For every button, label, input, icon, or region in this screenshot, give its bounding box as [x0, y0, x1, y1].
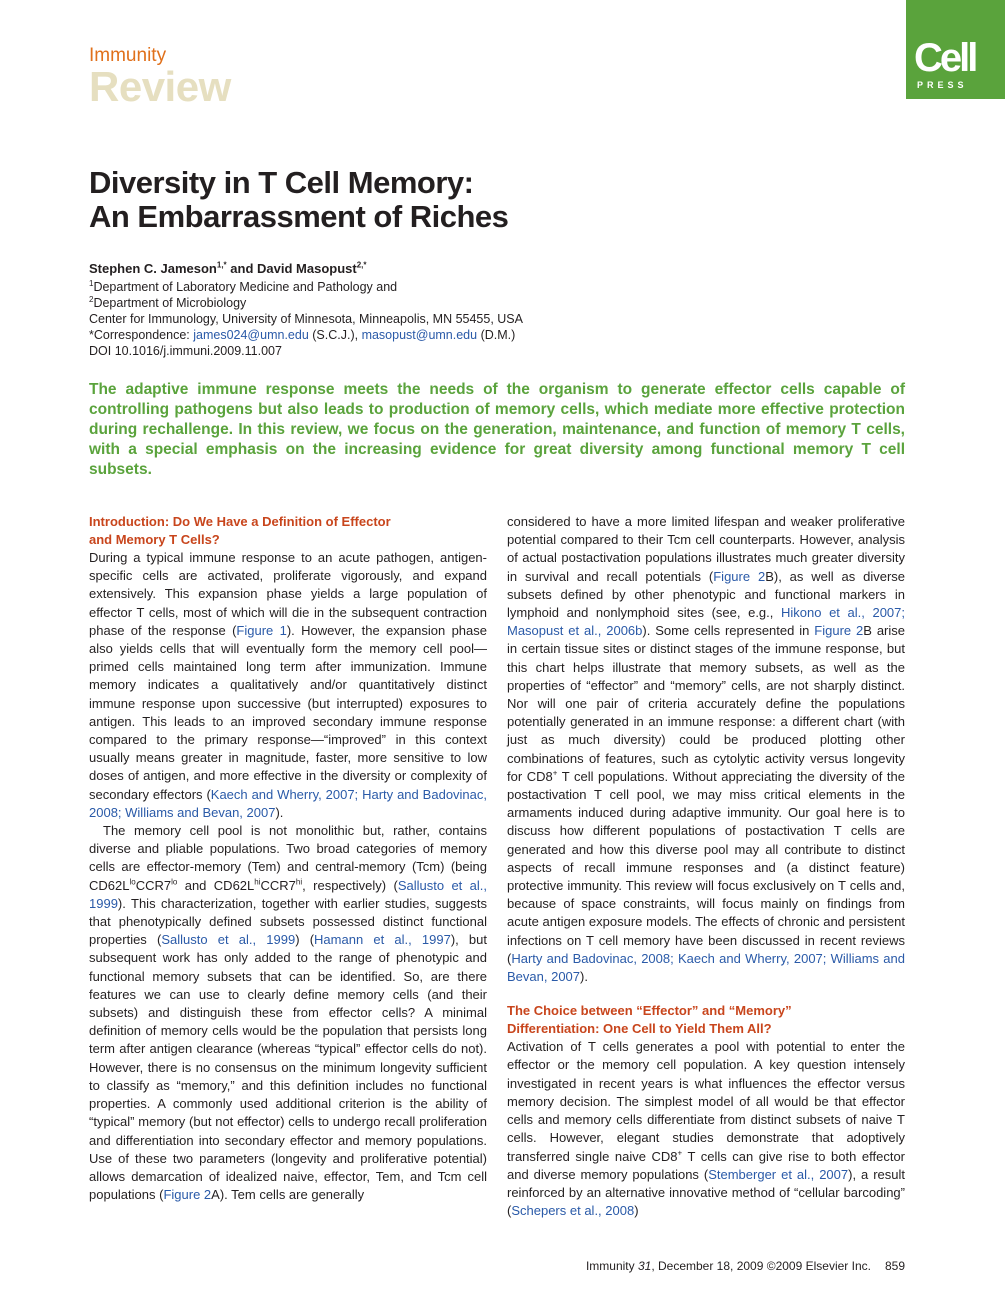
author-2-affil: 2,* — [356, 260, 367, 270]
doi: DOI 10.1016/j.immuni.2009.11.007 — [89, 344, 282, 358]
superscript: + — [552, 768, 558, 778]
figure-link[interactable]: Figure 2 — [814, 623, 864, 639]
text-run: T cell populations. Without appreciating the diversity of the postactivation T cell pool, we may miss critical elements in the armaments induced during adaptive immunity. Our goal here is to discuss how different populations of postactivation T cells are generated and how this diverse pool may all contribute to distinct aspects of recall immune responses and (a distinct feature) protective immunity. This review will focus exclusively on T cells and, because of space constraints, will focus mainly on findings from acute antigen exposure models. The effects of chronic and persistent infections on T cell memory have been discussed in recent reviews ( — [507, 768, 905, 966]
heading-1-line-1: Introduction: Do We Have a Definition of Effector — [89, 514, 391, 529]
text-run: ). However, the expansion phase also yields cells that will eventually form the memory cell pool—primed cells maintained long term after immunization. Immune memory indicates a qualitatively and/or quantitatively distinct immune response upon successive (but interrupted) exposures to antigen. This leads to an improved secondary immune response compared to the primary response—“improved” in this context usually means greater in magnitude, faster, more sensitive to low doses of antigen, and more effective in the diversity or complexity of secondary effectors ( — [89, 622, 487, 802]
affiliation-1 — [89, 279, 397, 295]
superscript: hi — [295, 877, 303, 887]
citation-link[interactable]: Sallusto et al., 1999 — [89, 877, 487, 911]
abstract: The adaptive immune response meets the needs of the organism to generate effector cells capable of controlling pathogens but also leads to production of memory cells, which mediate more effective protection during rechallenge. In this review, we focus on the generation, maintenance, and function of memory T cells, with a special emphasis on the increasing evidence for great diversity among functional memory T cell subsets. — [89, 381, 905, 478]
affil-2-mark: 2 — [89, 294, 94, 304]
citation-link[interactable]: Harty and Badovinac, 2008; Kaech and Wherry, 2007; Williams and Bevan, 2007 — [507, 950, 905, 985]
text-run: and CD62L — [177, 877, 255, 893]
superscript: hi — [254, 877, 261, 887]
text-run: ). — [275, 804, 284, 820]
citation-link[interactable]: Hikono et al., 2007; Masopust et al., 2006b — [507, 605, 905, 639]
heading-2-line-2: Differentiation: One Cell to Yield Them All? — [507, 1021, 772, 1037]
cell-press-logo — [906, 0, 1005, 99]
affil-2-text: Department of Microbiology — [93, 296, 247, 310]
affil-1-text: Department of Laboratory Medicine and Pathology and — [93, 280, 398, 294]
text-run: ). This characterization, together with earlier studies, suggests that phenotypically defined subsets possessed distinct functional properties ( — [89, 895, 487, 948]
text-run: CCR7 — [260, 877, 296, 893]
text-run: ) ( — [295, 932, 315, 948]
heading-1-line-2: and Memory T Cells? — [89, 532, 220, 547]
author-and: and — [226, 261, 258, 276]
text-run: ), but subsequent work has only added to the range of phenotypic and functional memory subsets that can be identified. So, are there features we can use to clearly define memory cells (and their subsets) and distinguish these from effector cells? A minimal definition of memory cells would be the population that persists long term after antigen clearance (whereas “typical” effector cells do not). However, there is no consensus on the minimum longevity sufficient to classify as “memory,” and this definition includes no functional properties. A commonly used additional criterion is the ability of “typical” memory (but not effector) cells to undergo recall proliferation and differentiation into secondary effector and memory populations. Use of these two parameters (longevity and proliferative potential) allows demarcation of idealized naive, effector, Tem, and Tcm cell populations ( — [89, 932, 487, 1203]
page-footer — [556, 1259, 905, 1273]
footer-journal: Immunity — [585, 1259, 638, 1273]
footer-date-copyright: , December 18, 2009 ©2009 Elsevier Inc. — [651, 1259, 871, 1273]
corr-end: (D.M.) — [477, 328, 516, 342]
text-run: considered to have a more limited lifespan and weaker proliferative potential compared to their Tcm cell counterparts. However, analysis of actual postactivation populations illustrates much greater diversity in survival and recall potentials ( — [507, 514, 905, 584]
text-run: ). — [580, 969, 588, 985]
text-run: T cells can give rise to both effector and diverse memory populations ( — [507, 1148, 906, 1182]
author-1: Stephen C. Jameson — [89, 261, 217, 276]
title-line-2: An Embarrassment of Riches — [89, 199, 509, 234]
author-2: David Masopust — [257, 261, 357, 276]
logo-sub-text: PRESS — [917, 80, 968, 90]
heading-2-line-1: The Choice between “Effector” and “Memory” — [507, 1003, 792, 1019]
text-run: During a typical immune response to an acute pathogen, antigen-specific cells are activated, proliferate vigorously, and expand extensively. This expansion phase yields a large population of effector T cells, most of which will die in the subsequent contraction phase of the response ( — [89, 550, 487, 638]
journal-name: Immunity — [89, 45, 167, 66]
right-column — [507, 513, 905, 1220]
text-run: CCR7 — [135, 877, 172, 893]
author-1-affil: 1,* — [216, 260, 227, 270]
text-run: B), as well as diverse subsets defined by other phenotypic and functional markers in lymphoid and nonlymphoid sites (see, e.g., — [507, 568, 906, 621]
author-list — [89, 261, 367, 276]
text-run: ) — [634, 1203, 639, 1219]
text-run: The memory cell pool is not monolithic but, rather, contains diverse and pliable populations. Two broad categories of memory cells are effector-memory (Tem) and central-memory (Tcm) (being CD62L — [89, 823, 487, 893]
superscript: lo — [129, 877, 136, 887]
section-heading-introduction — [89, 513, 487, 549]
title-line-1: Diversity in T Cell Memory: — [89, 165, 474, 200]
citation-link[interactable]: Sallusto et al., 1999 — [161, 932, 296, 948]
section-label: Review — [89, 63, 231, 110]
text-run: A). Tem cells are generally — [211, 1187, 365, 1203]
paragraph — [89, 822, 487, 1204]
footer-volume: 31 — [637, 1259, 652, 1273]
article-title — [89, 166, 508, 234]
text-run: ), a result reinforced by an alternative innovative method of “cellular barcoding” ( — [507, 1166, 906, 1219]
citation-link[interactable]: Hamann et al., 1997 — [314, 932, 451, 948]
correspondence — [89, 327, 515, 343]
paragraph — [507, 513, 905, 986]
text-run: B arise in certain tissue sites or distinct stages of the immune response, but this chart helps illustrate that memory subsets, as well as the properties of “effector” and “memory” cells, are not sharply distinct. Nor will one pair of criteria accurately define the populations potentially generated in an immune response: a different chart (with just as much diversity) could be produced plotting other combinations of features, such as cytolytic activity versus longevity for CD8 — [507, 623, 906, 784]
superscript: lo — [171, 877, 178, 887]
page-number: 859 — [884, 1259, 905, 1273]
citation-link[interactable]: Schepers et al., 2008 — [511, 1203, 635, 1219]
section-heading-choice — [507, 1002, 905, 1038]
affil-1-mark: 1 — [89, 278, 94, 288]
figure-link[interactable]: Figure 2 — [713, 568, 766, 584]
citation-link[interactable]: Kaech and Wherry, 2007; Harty and Badovinac, 2008; Williams and Bevan, 2007 — [89, 786, 488, 820]
text-run: ). Some cells represented in — [642, 623, 815, 639]
affiliation-3: Center for Immunology, University of Minnesota, Minneapolis, MN 55455, USA — [89, 312, 523, 326]
logo-main-text: Cell — [914, 36, 976, 80]
paragraph — [89, 549, 487, 822]
email-link-1[interactable]: james024@umn.edu — [193, 328, 309, 342]
text-run: Activation of T cells generates a pool with potential to enter the effector or the memory cell population. A key question intensely investigated in recent years is what influences the effector versus memory decision. The simplest model of all would be that effector cells and memory cells differentiate from distinct subsets of naive T cells. However, elegant studies demonstrate that adoptively transferred single naive CD8 — [507, 1039, 905, 1164]
corr-mid: (S.C.J.), — [308, 328, 362, 342]
figure-link[interactable]: Figure 1 — [236, 622, 287, 638]
superscript: + — [677, 1148, 683, 1158]
citation-link[interactable]: Stemberger et al., 2007 — [708, 1166, 849, 1182]
email-link-2[interactable]: masopust@umn.edu — [361, 328, 478, 342]
corr-label: *Correspondence: — [89, 328, 194, 342]
text-run: , respectively) ( — [302, 877, 398, 893]
left-column — [89, 513, 487, 1204]
figure-link[interactable]: Figure 2 — [163, 1187, 212, 1203]
paragraph — [507, 1038, 905, 1220]
affiliation-2 — [89, 295, 246, 311]
